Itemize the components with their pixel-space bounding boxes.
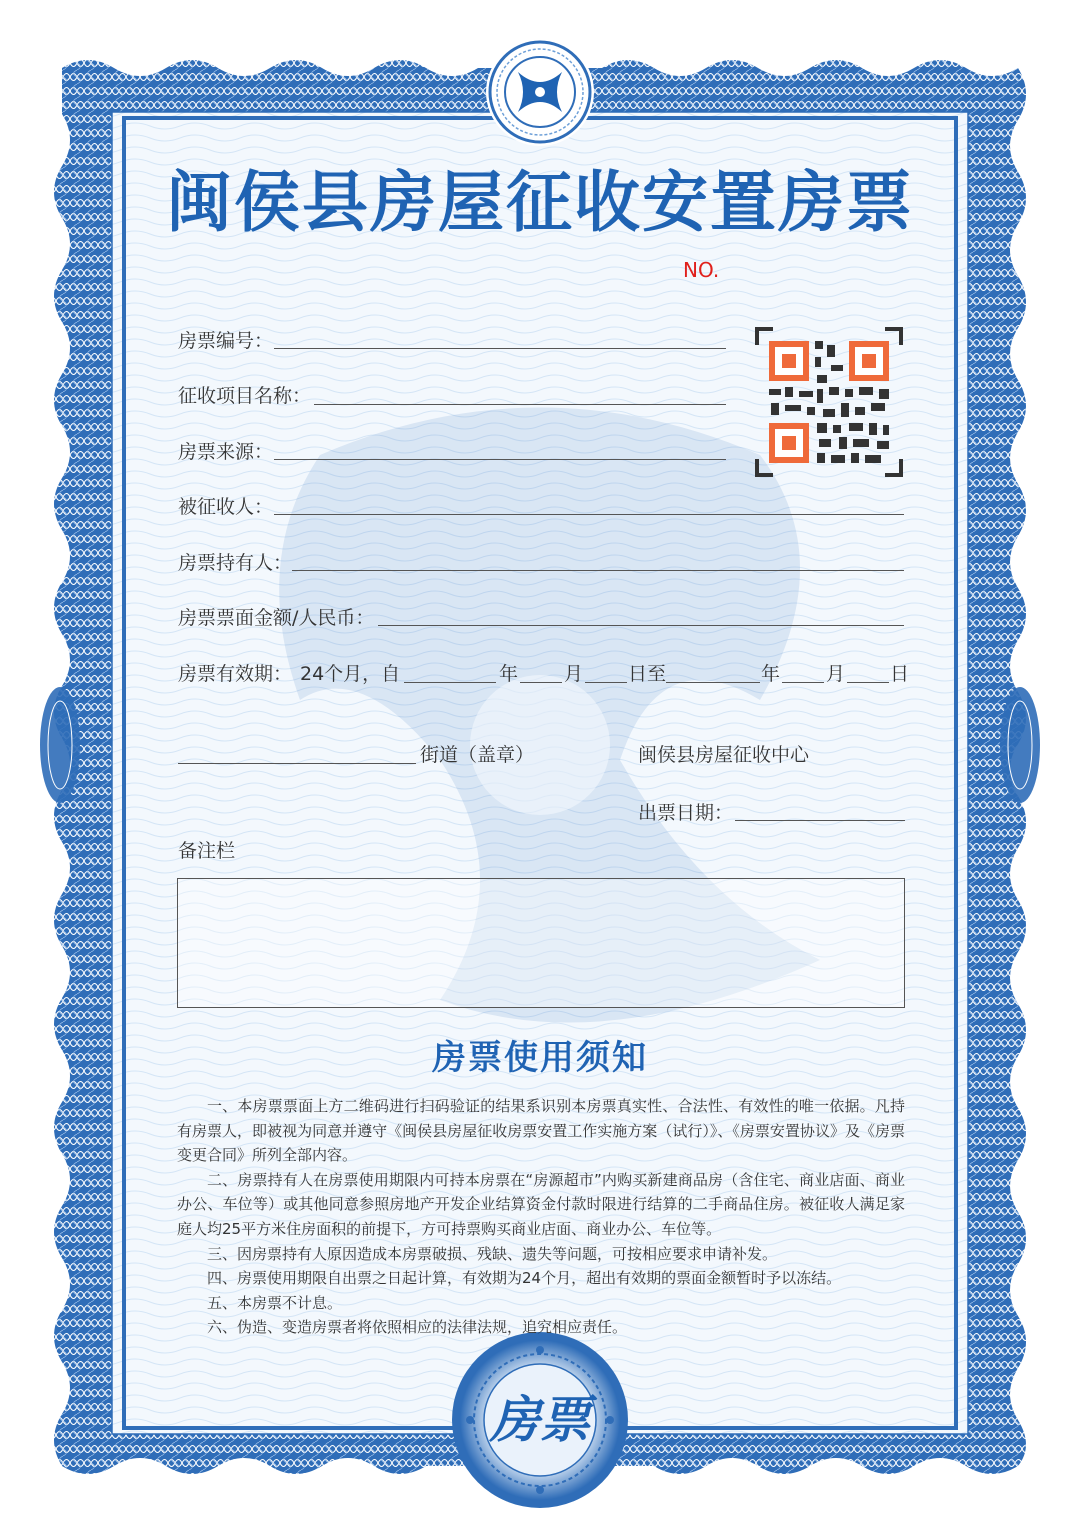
notice-text xyxy=(177,1094,905,1340)
qr-code-icon xyxy=(755,327,903,477)
end-year-unit: 年 xyxy=(761,663,781,685)
ticket-source-label: 房票来源： xyxy=(178,441,274,463)
expropriated-person-label: 被征收人： xyxy=(178,496,274,518)
end-month-line xyxy=(782,682,824,683)
notice-paragraph: 二、房票持有人在房票使用期限内可持本房票在“房源超市”内购买新建商品房（含住宅、商业店面、商业办公、车位等）或其他同意参照房地产开发企业结算资金付款时限进行结算的二手商品住房。被征收人满足家庭人均25平方米住房面积的前提下，方可持票购买商业店面、商业办公、车位等。 xyxy=(177,1170,905,1238)
end-year-line xyxy=(666,682,760,683)
validity-term: 24个月，自 xyxy=(300,663,401,685)
ticket-holder-label: 房票持有人： xyxy=(178,552,293,574)
start-year-line xyxy=(404,682,496,683)
end-day-line xyxy=(847,682,889,683)
page-title: 闽侯县房屋征收安置房票 xyxy=(166,164,914,241)
start-day-unit: 日至 xyxy=(628,663,667,685)
face-amount-label: 房票票面金额/人民币： xyxy=(178,607,375,629)
start-year-unit: 年 xyxy=(499,663,519,685)
start-day-line xyxy=(585,682,627,683)
street-stamp-label: 街道（盖章） xyxy=(420,744,535,766)
ticket-holder-line xyxy=(292,570,904,571)
start-month-line xyxy=(520,682,562,683)
project-name-line xyxy=(314,404,726,405)
seal-text: 房票 xyxy=(490,1390,590,1449)
notice-paragraph: 一、本房票票面上方二维码进行扫码验证的结果系识别本房票真实性、合法性、有效性的唯一依据。凡持有房票人，即被视为同意并遵守《闽侯县房屋征收房票安置工作实施方案（试行）》、《房票安置协议》及《房票变更合同》所列全部内容。 xyxy=(177,1097,905,1165)
notice-paragraph: 三、因房票持有人原因造成本房票破损、残缺、遗失等问题，可按相应要求申请补发。 xyxy=(207,1244,778,1263)
notice-paragraph: 五、本房票不计息。 xyxy=(207,1293,343,1312)
issue-date-line xyxy=(735,820,905,821)
validity-label: 房票有效期： xyxy=(178,663,293,685)
ticket-number-line xyxy=(274,348,726,349)
issue-date-label: 出票日期： xyxy=(638,802,734,824)
notice-paragraph: 四、房票使用期限自出票之日起计算，有效期为24个月，超出有效期的票面金额暂时予以冻结。 xyxy=(207,1269,842,1288)
ticket-source-line xyxy=(274,459,726,460)
expropriated-person-line xyxy=(274,514,904,515)
end-day-unit: 日 xyxy=(890,663,910,685)
remarks-label: 备注栏 xyxy=(178,840,236,862)
serial-number-label: NO. xyxy=(683,258,720,282)
notice-title: 房票使用须知 xyxy=(432,1038,648,1078)
logo-emblem-icon xyxy=(486,38,594,146)
end-month-unit: 月 xyxy=(826,663,846,685)
issuing-center-label: 闽侯县房屋征收中心 xyxy=(638,744,810,766)
face-amount-line xyxy=(378,625,904,626)
notice-paragraph: 六、伪造、变造房票者将依照相应的法律法规，追究相应责任。 xyxy=(207,1318,628,1337)
project-name-label: 征收项目名称： xyxy=(178,385,312,407)
ticket-number-label: 房票编号： xyxy=(178,330,274,352)
street-stamp-line xyxy=(178,763,416,764)
remarks-box xyxy=(177,878,905,1008)
start-month-unit: 月 xyxy=(564,663,584,685)
